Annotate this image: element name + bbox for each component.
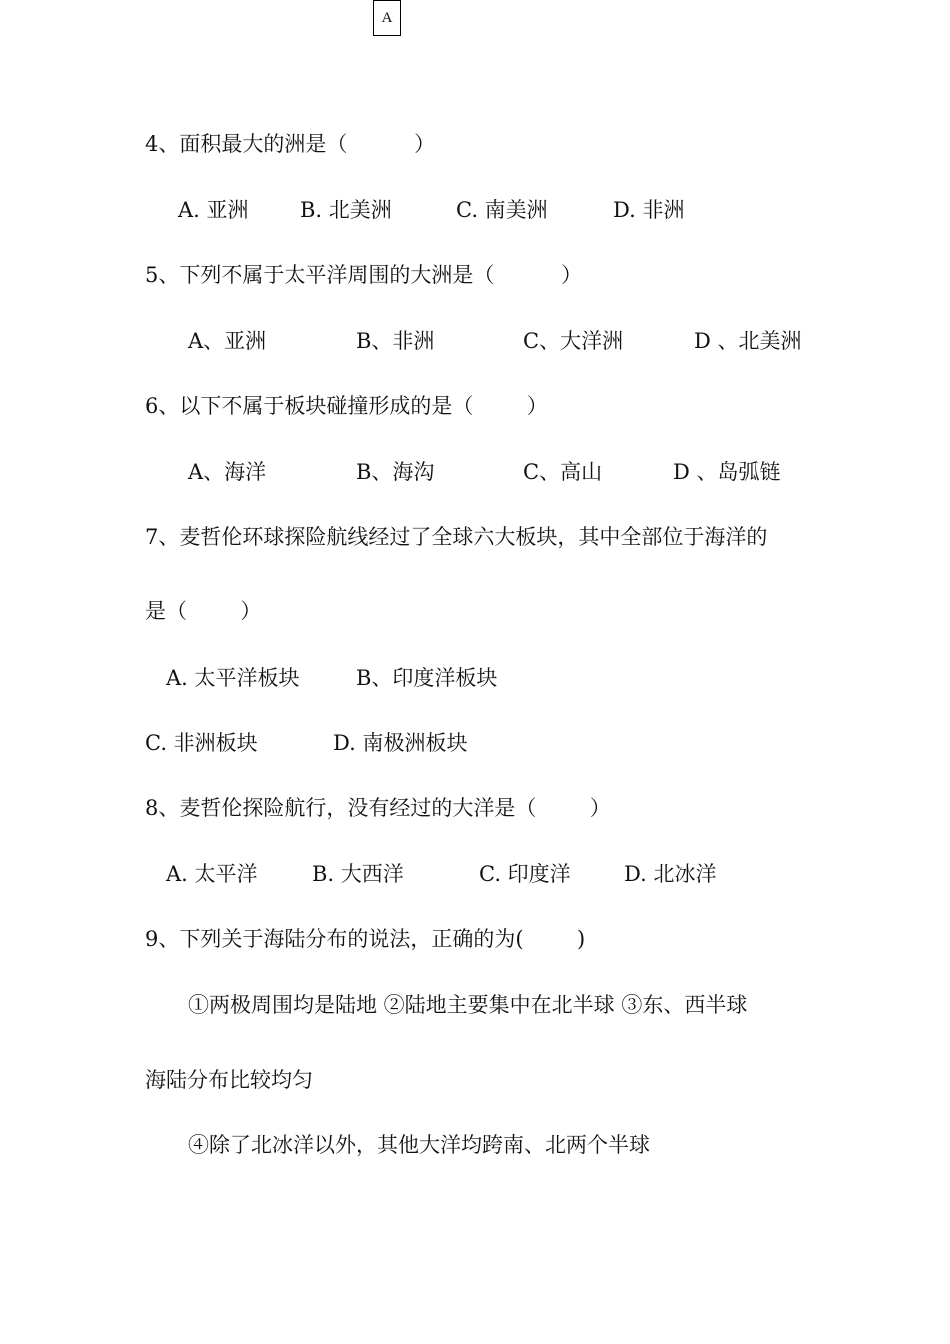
answer-box: A [373, 0, 401, 36]
question-8-option-b: B. 大西洋 [312, 862, 404, 886]
question-5-option-d: D 、北美洲 [694, 329, 802, 353]
question-9-statement-1: ①两极周围均是陆地 ②陆地主要集中在北半球 ③东、西半球 [188, 993, 748, 1017]
question-9-stem: 9、下列关于海陆分布的说法，正确的为( ) [145, 927, 586, 951]
question-7-option-d: D. 南极洲板块 [333, 731, 468, 755]
question-5-option-c: C、大洋洲 [523, 329, 624, 353]
question-5-option-a: A、亚洲 [188, 329, 267, 353]
question-5-option-b: B、非洲 [356, 329, 435, 353]
question-9-statement-2: 海陆分布比较均匀 [145, 1068, 313, 1092]
question-6-option-d: D 、岛弧链 [673, 460, 781, 484]
question-4-option-b: B. 北美洲 [300, 198, 392, 222]
question-7-stem-line1: 7、麦哲伦环球探险航线经过了全球六大板块，其中全部位于海洋的 [145, 525, 768, 549]
question-9-statement-3: ④除了北冰洋以外，其他大洋均跨南、北两个半球 [188, 1133, 650, 1157]
question-4-option-a: A. 亚洲 [178, 198, 249, 222]
question-6-option-c: C、高山 [523, 460, 603, 484]
question-6-stem: 6、以下不属于板块碰撞形成的是（ ） [145, 394, 548, 418]
question-6-option-b: B、海沟 [356, 460, 435, 484]
question-8-option-a: A. 太平洋 [166, 862, 258, 886]
question-8-option-d: D. 北冰洋 [624, 862, 717, 886]
question-5-stem: 5、下列不属于太平洋周围的大洲是（ ） [145, 263, 583, 287]
question-6-option-a: A、海洋 [188, 460, 267, 484]
question-7-option-c: C. 非洲板块 [145, 731, 258, 755]
question-8-stem: 8、麦哲伦探险航行，没有经过的大洋是（ ） [145, 796, 611, 820]
question-4-stem: 4、面积最大的洲是（ ） [145, 132, 436, 156]
question-7-option-a: A. 太平洋板块 [166, 666, 300, 690]
question-4-option-d: D. 非洲 [613, 198, 685, 222]
question-4-option-c: C. 南美洲 [456, 198, 548, 222]
question-7-option-b: B、印度洋板块 [356, 666, 498, 690]
question-7-stem-line2: 是（ ） [145, 599, 262, 623]
question-8-option-c: C. 印度洋 [479, 862, 571, 886]
